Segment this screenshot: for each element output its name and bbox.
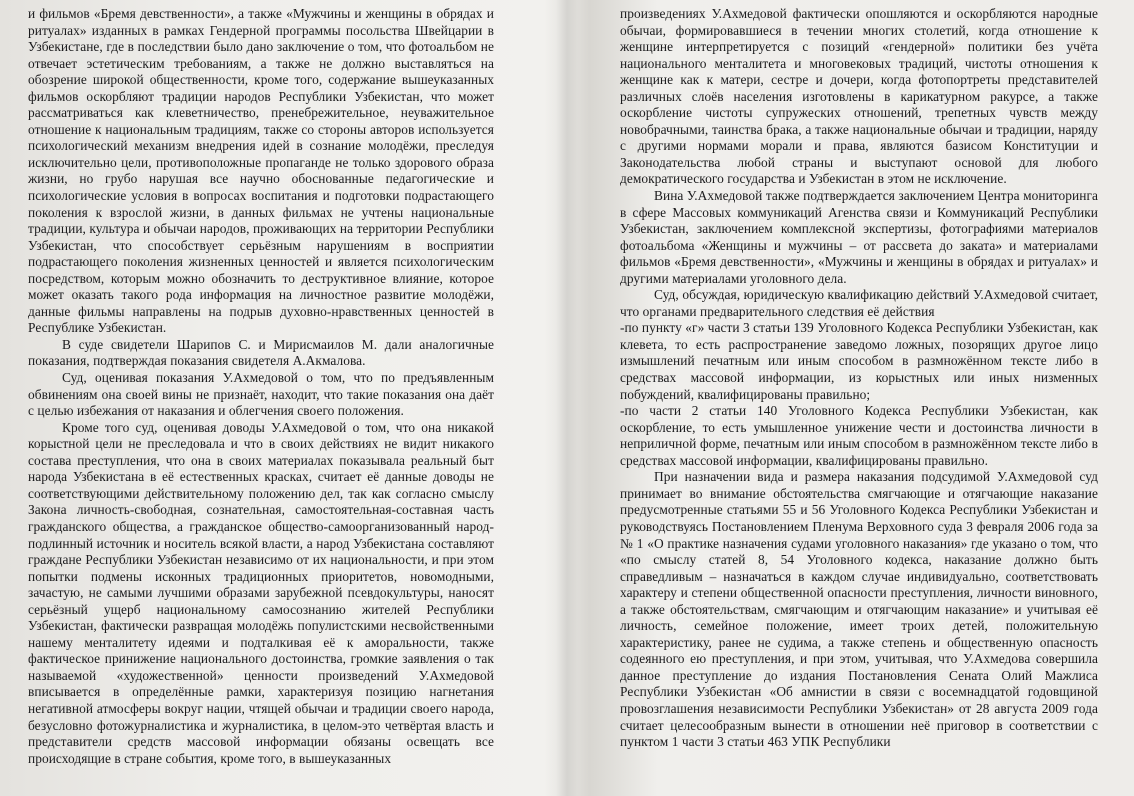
right-paragraph-1: произведениях У.Ахмедовой фактически опошляются и оскорбляются народные обычаи, формировавшиеся в течении многих столетий, когда отношение к женщине интерпретируется с позиций «гендерной» политики без учёта национального менталитета и многовековых традиций, чистоты отношения к женщине как к матери, сестре и дочери, когда фотопортреты представителей различных слоёв населения изготовлены в карикатурном ракурсе, а также оскорбление чистоты супружеских отношений, трепетных чувств между новобрачными, таинства брака, а также национальные обычаи и традиции, наряду с другими нормами морали и права, являются базисом Конституции и Законодательства любой страны и выступают основой для любого демократического государства и Узбекистан в этом не исключение.: [620, 6, 1098, 187]
right-paragraph-6: При назначении вида и размера наказания подсудимой У.Ахмедовой суд принимает во внимание обстоятельства смягчающие и отягчающие наказание предусмотренные статьями 55 и 56 Уголовного Кодекса Республики Узбекистан и руководствуясь Постановлением Пленума Верховного суда 3 февраля 2006 года за № 1 «О практике назначения судами уголовного наказания» где указано о том, что «по смыслу статей 8, 54 Уголовного кодекса, наказание должно быть справедливым – назначаться в каждом случае индивидуально, соответствовать характеру и степени общественной опасности преступления, личности виновного, а также обстоятельствам, смягчающим и отягчающим наказание» и учитывая её личность, семейное положение, имеет троих детей, положительную характеристику, ранее не судима, а также степень и общественную опасность содеянного ею преступления, и при этом, учитывая, что У.Ахмедова совершила данное преступление до издания Постановления Сената Олий Мажлиса Республики Узбекистан «Об амнистии в связи с восемнадцатой годовщиной провозглашения независимости Республики Узбекистан» от 28 августа 2009 года считает целесообразным вынести в отношении неё приговор в соответствии с пунктом 1 части 3 статьи 463 УПК Республики: [620, 469, 1098, 750]
right-paragraph-3: Суд, обсуждая, юридическую квалификацию действий У.Ахмедовой считает, что органами предварительного следствия её действия: [620, 287, 1098, 319]
right-paragraph-5: -по части 2 статьи 140 Уголовного Кодекса Республики Узбекистан, как оскорбление, то есть умышленное унижение чести и достоинства личности в неприличной форме, печатным или иным способом в размножённом тексте либо в средствах массовой информации, квалифицированы правильно.: [620, 403, 1098, 468]
left-paragraph-4: Кроме того суд, оценивая доводы У.Ахмедовой о том, что она никакой корыстной цели не преследовала и что в своих действиях не видит никакого состава преступления, что она в своих материалах показывала реальный быт народа Узбекистана в её естественных красках, считает её данные доводы не соответствующими действительному положению дел, так как согласно смыслу Закона личность-свободная, сознательная, самостоятельная-составная часть гражданского общества, а гражданское общество-самоорганизованный народ-подлинный источник и носитель всякой власти, а народ Узбекистана составляют граждане Республики Узбекистан независимо от их национальности, и при этом попытки подмены исконных традиционных приоритетов, новомодными, зачастую, не самыми лучшими образами зарубежной псевдокультуры, наносят серьёзный ущерб национальному самосознанию жителей Республики Узбекистан, фактически развращая молодёжь популистскими несвойственными нашему менталитету идеями и подталкивая её к аморальности, также фактическое принижение национального достоинства, громкие заявления о так называемой «художественной» ценности произведений У.Ахмедовой вписывается в определённые рамки, характеризуя позицию нагнетания негативной атмосферы вокруг нации, чтящей обычаи и традиции своего народа, безусловно фотожурналистика и журналистика, в целом-это четвёртая власть и представители средств массовой информации обязаны освещать все происходящие в стране события, кроме того, в вышеуказанных: [28, 419, 494, 766]
right-page: [620, 6, 1098, 751]
right-paragraph-2: Вина У.Ахмедовой также подтверждается заключением Центра мониторинга в сфере Массовых коммуникаций Агенства связи и Коммуникаций Республики Узбекистан, заключением комплексной экспертизы, фотографиями материалов фотоальбома «Женщины и мужчины – от рассвета до заката» и материалами фильмов «Бремя девственности», «Мужчины и женщины в обрядах и ритуалах» и другими материалами уголовного дела.: [620, 188, 1098, 286]
left-page: [28, 6, 494, 767]
right-paragraph-4: -по пункту «г» части 3 статьи 139 Уголовного Кодекса Республики Узбекистан, как клевета, то есть распространение заведомо ложных, позорящих другое лицо измышлений печатным или иным способом в размножённом тексте либо в средствах массовой информации, из корыстных или иных низменных побуждений, квалифицированы правильно;: [620, 320, 1098, 402]
left-paragraph-3: Суд, оценивая показания У.Ахмедовой о том, что по предъявленным обвинениям она своей вины не признаёт, находит, что такие показания она даёт с целью избежания от наказания и облегчения своего положения.: [28, 370, 494, 419]
left-paragraph-2: В суде свидетели Шарипов С. и Мирисмаилов М. дали аналогичные показания, подтверждая показания свидетеля А.Акмалова.: [28, 336, 494, 369]
page-gutter: [556, 0, 578, 796]
left-paragraph-1: и фильмов «Бремя девственности», а также «Мужчины и женщины в обрядах и ритуалах» изданных в рамках Гендерной программы посольства Швейцарии в Узбекистане, где в последствии было дано заключение о том, что фотоальбом не отвечает эстетическим требованиям, а также не должно выставляться на обозрение широкой общественности, кроме того, содержание вышеуказанных фильмов оскорбляют традиции народов Республики Узбекистан, что может рассматриваться как клеветничество, пренебрежительное, неуважительное отношение к национальным традициям, также со стороны авторов используется психологический механизм внедрения идей в сознание молодёжи, преследуя исключительно цели, противоположные пропаганде не только здорового образа жизни, но грубо нарушая все научно обоснованные педагогические и психологические условия в вопросах воспитания и подготовки подрастающего поколения к взрослой жизни, в данных фильмах не учтены национальные традиции, культура и обычаи народов, проживающих на территории Республики Узбекистан, что способствует серьёзным нарушениям в восприятии подрастающего поколения жизненных ценностей и является психологическим посредством, которым можно обозначить то деструктивное влияние, которое может оказать такого рода информация на личностное развитие молодёжи, данные фильмы направлены на подрыв духовно-нравственных ценностей в Республике Узбекистан.: [28, 6, 494, 336]
